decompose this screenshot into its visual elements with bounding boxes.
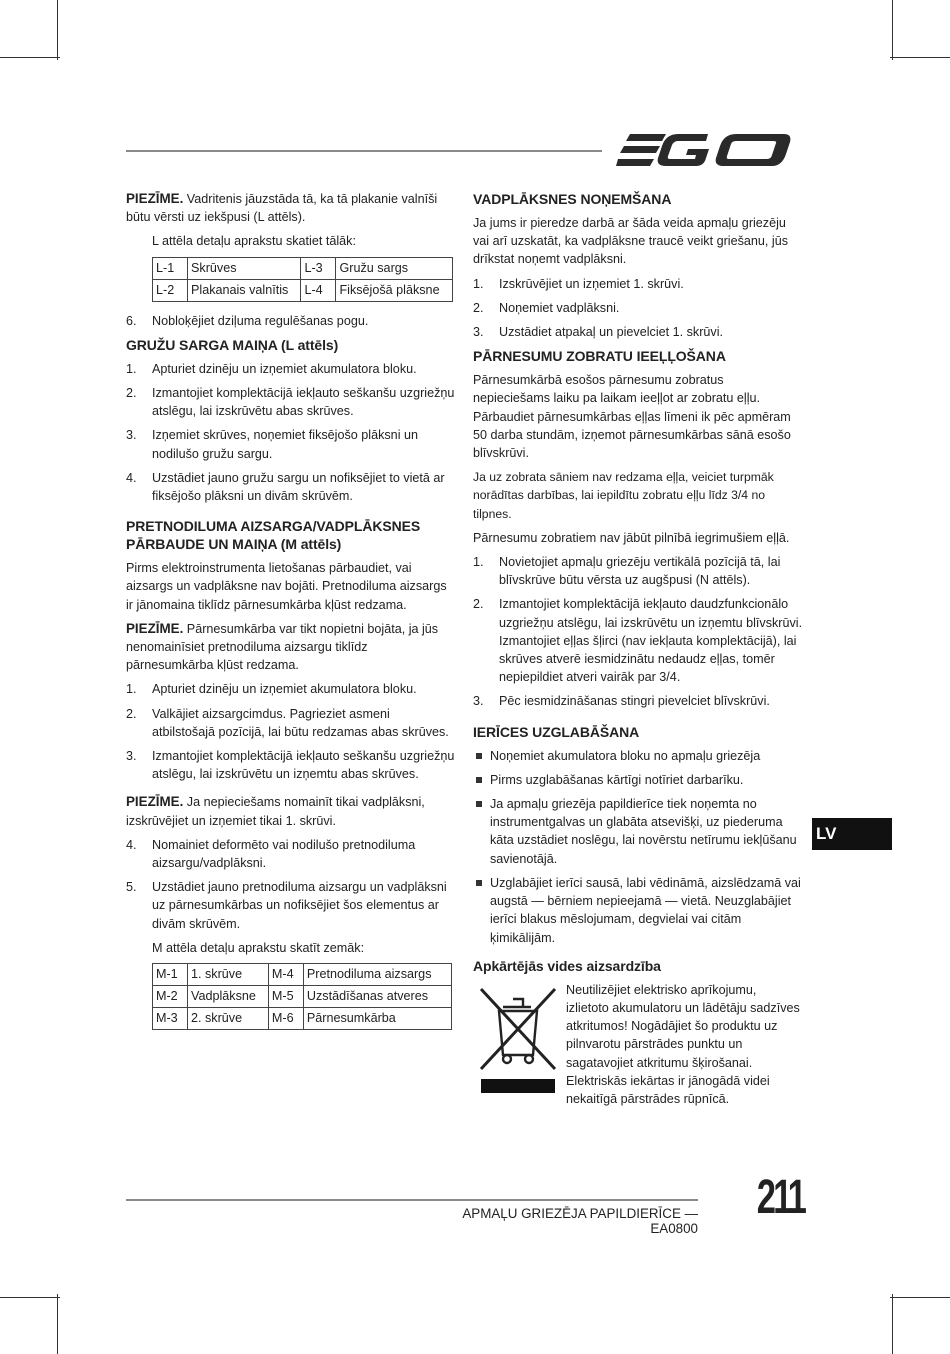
list-item: 3. Izmantojiet komplektācijā iekļauto seškanšu uzgriežņu atslēgu, lai izskrūvētu un izņemtu abas skrūves. (126, 749, 455, 782)
crop-mark (892, 1294, 893, 1354)
section-heading: GRUŽU SARGA MAIŅA (L attēls) (126, 336, 339, 353)
table-row (153, 279, 453, 301)
table-cell: Vadplāksne (188, 986, 269, 1008)
m-legend-intro: M attēla detaļu aprakstu skatīt zemāk: (152, 940, 365, 955)
list-item: 4. Nomainiet deformēto vai nodilušo pretnodiluma aizsargu/vadplāksni. (126, 837, 416, 871)
table-cell: L-3 (301, 257, 336, 279)
table-cell: M-2 (153, 986, 188, 1008)
m-legend-table (152, 963, 452, 1030)
table-cell: M-4 (268, 964, 303, 986)
list-item: 3. Uzstādiet atpakaļ un pievelciet 1. skrūvi. (473, 325, 724, 340)
env-text: Neutilizējiet elektrisko aprīkojumu, izlietoto akumulatoru un lādētāju sadzīves atkritumos! Nogādājiet šo produktu uz pilnvarotu pārstrādes punktu un sagatavojiet atkritumu šķirošanai. Elektriskās iekārtas ir jānogādā videi nekaitīgā pārstrādes rūpnīcā. (566, 982, 800, 1106)
list-item: 1. Izskrūvējiet un izņemiet 1. skrūvi. (473, 276, 684, 291)
table-cell: M-5 (268, 986, 303, 1008)
table-cell: Plakanais valnītis (188, 279, 301, 301)
crop-mark (892, 0, 893, 60)
list-item: Uzglabājiet ierīci sausā, labi vēdināmā, aizslēdzamā vai augstā — bērniem nepieejamā — vietā. Neuzglabājiet ierīci blakus mēslojumam, degvielai vai citām ķimikālijām. (473, 874, 803, 947)
env-heading: Apkārtējās vides aizsardzība (473, 957, 661, 974)
table-cell: L-2 (153, 279, 188, 301)
bullet-list (473, 747, 803, 947)
paragraph: Pārnesumu zobratiem nav jābūt pilnībā iegrimušiem eļļā. (473, 530, 790, 545)
l-legend-intro: L attēla detaļu aprakstu skatiet tālāk: (152, 234, 356, 249)
table-cell: Skrūves (188, 257, 301, 279)
environment-block (473, 981, 803, 1121)
table-cell: M-6 (268, 1008, 303, 1030)
list-item: 1. Apturiet dzinēju un izņemiet akumulatora bloku. (126, 361, 417, 376)
note: PIEZĪME. Ja nepieciešams nomainīt tikai vadplāksni, izskrūvējiet un izņemiet tikai 1. skrūvi. (126, 794, 425, 828)
section-heading: PĀRNESUMU ZOBRATU IEEĻĻOŠANA (473, 348, 726, 365)
step-list (126, 360, 456, 505)
table-row (153, 257, 453, 279)
list-item: 5. Uzstādiet jauno pretnodiluma aizsargu un vadplāksni uz pārnesumkārbas un nofiksējiet šos elementus ar divām skrūvēm. (126, 880, 447, 931)
table-cell: M-1 (153, 964, 188, 986)
list-item: Noņemiet akumulatora bloku no apmaļu griezēja (473, 747, 803, 765)
language-tab: LV (812, 818, 892, 850)
step-list (473, 553, 803, 711)
table-row (153, 964, 452, 986)
table-cell: L-4 (301, 279, 336, 301)
list-item: 2. Izmantojiet komplektācijā iekļauto daudzfunkcionālo uzgriežņu atslēgu, lai izskrūvētu un izņemtu blīvskrūvi. Izmantojiet eļļas šļirci (nav iekļauta komplektācijā), lai skrūves atverē iesmidzinātu nedaudz eļļas, tomēr nepiepildiet atveri vairāk par 3/4. (473, 597, 803, 685)
table-cell: Pretnodiluma aizsargs (303, 964, 451, 986)
list-item: Pirms uzglabāšanas kārtīgi notīriet darbarīku. (473, 771, 803, 789)
table-cell: M-3 (153, 1008, 188, 1030)
section-heading: IERĪCES UZGLABĀŠANA (473, 723, 640, 740)
paragraph: Ja uz zobrata sāniem nav redzama eļļa, veiciet turpmāk norādītas darbības, lai iepildītu zobratu eļļu līdz 3/4 no tilpnes. (473, 470, 774, 521)
step-list (473, 275, 803, 342)
list-item: 2. Valkājiet aizsargcimdus. Pagrieziet asmeni atbilstošajā pozīcijā, lai būtu redzamas abas skrūves. (126, 706, 449, 739)
table-cell: 2. skrūve (188, 1008, 269, 1030)
section-heading: VADPLĀKSNES NOŅEMŠANA (473, 191, 672, 207)
crop-mark (57, 1294, 58, 1354)
intro-note: PIEZĪME. Vadritenis jāuzstāda tā, ka tā plakanie valnīši būtu vērsti uz iekšpusi (L attēls). (126, 191, 438, 225)
paragraph: Ja jums ir pieredze darbā ar šāda veida apmaļu griezēju vai arī uzskatāt, ka vadplāksne traucē veikt griešanu, jūs drīkstat noņemt vadplāksni. (473, 216, 789, 267)
footer-rule (126, 1199, 698, 1201)
list-item: 1. Novietojiet apmaļu griezēju vertikālā pozīcijā tā, lai blīvskrūve būtu vērsta uz augšpusi (N attēls). (473, 555, 781, 588)
table-row (153, 1008, 452, 1030)
crop-mark (57, 0, 58, 60)
l-legend-table (152, 257, 453, 302)
table-cell: Uzstādīšanas atveres (303, 986, 451, 1008)
ego-logo (616, 128, 800, 172)
table-cell: Gružu sargs (336, 257, 453, 279)
crop-mark (0, 57, 60, 58)
list-item: Ja apmaļu griezēja papildierīce tiek noņemta no instrumentgalvas un glabāta atsevišķi, uz piederuma kāta uzstādiet noslēgu, lai novērstu netīrumu iekļūšanu savienotājā. (473, 795, 803, 868)
list-item: 6. Nobloķējiet dziļuma regulēšanas pogu. (126, 313, 369, 328)
list-item: 2. Noņemiet vadplāksni. (473, 300, 620, 315)
weee-bin-icon (479, 985, 557, 1093)
table-cell: Pārnesumkārba (303, 1008, 451, 1030)
paragraph: Pirms elektroinstrumenta lietošanas pārbaudiet, vai aizsargs un vadplāksne nav bojāti. Pretnodiluma aizsargs ir jānomaina tiklīdz pārnesumkārba kļūst redzama. (126, 561, 447, 612)
page-number: 211 (756, 1171, 804, 1224)
table-cell: 1. skrūve (188, 964, 269, 986)
crop-mark (890, 1297, 950, 1298)
table-row (153, 986, 452, 1008)
list-item: 3. Izņemiet skrūves, noņemiet fiksējošo plāksni un nodilušo gružu sargu. (126, 428, 418, 461)
table-cell: Fiksējošā plāksne (336, 279, 453, 301)
paragraph: Pārnesumkārbā esošos pārnesumu zobratus nepieciešams laiku pa laikam ieeļļot ar zobratu eļļu. Pārbaudiet pārnesumkārbas eļļas līmeni ik pēc apmēram 50 darba stundām, izņemot pārnesumkārbas sānā esošo blīvskrūvi. (473, 373, 791, 461)
crop-mark (0, 1297, 60, 1298)
crop-mark (890, 57, 950, 58)
note: PIEZĪME. Pārnesumkārba var tikt nopietni bojāta, ja jūs nenomainīsiet pretnodiluma aizsargu tiklīdz pārnesumkārba kļūst redzama. (126, 620, 439, 673)
step-list (126, 680, 456, 783)
footer-title: APMAĻU GRIEZĒJA PAPILDIERĪCE — EA0800 (462, 1206, 698, 1236)
list-item: 1. Apturiet dzinēju un izņemiet akumulatora bloku. (126, 682, 417, 697)
step-list (126, 836, 456, 933)
left-column (126, 190, 456, 1040)
table-cell: L-1 (153, 257, 188, 279)
right-column (473, 190, 803, 1121)
header-rule (126, 150, 602, 152)
list-item: 4. Uzstādiet jauno gružu sargu un nofiksējiet to vietā ar fiksējošo plāksni un divām skrūvēm. (126, 470, 445, 504)
section-heading: PRETNODILUMA AIZSARGA/VADPLĀKSNES PĀRBAUDE UN MAIŅA (M attēls) (126, 518, 421, 553)
step-list (126, 312, 456, 330)
list-item: 2. Izmantojiet komplektācijā iekļauto seškanšu uzgriežņu atslēgu, lai izskrūvētu abas skrūves. (126, 386, 455, 419)
list-item: 3. Pēc iesmidzināšanas stingri pievelciet blīvskrūvi. (473, 694, 770, 709)
